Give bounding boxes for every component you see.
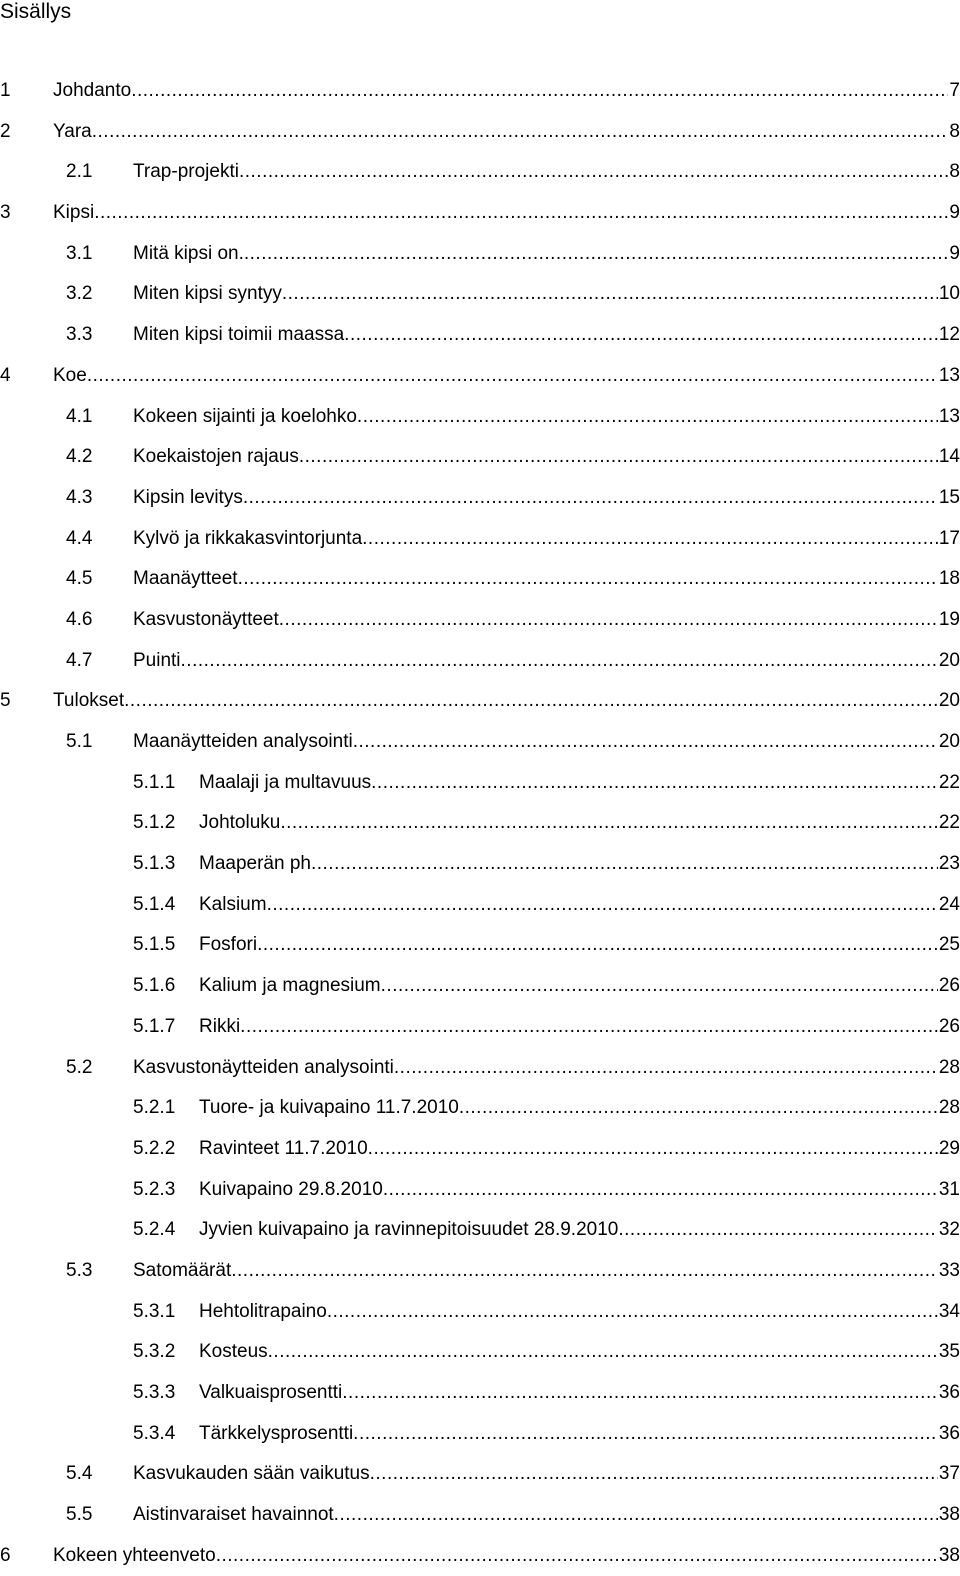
- toc-entry-number: 5.3.3: [133, 1382, 176, 1403]
- toc-entry-number: 2.1: [66, 161, 93, 183]
- toc-entry-number: 5.1.1: [133, 771, 176, 793]
- toc-entry-line: [133, 1495, 960, 1535]
- toc-entry-line: [133, 600, 960, 640]
- toc-entry-number: 5.1.6: [133, 975, 176, 997]
- toc-dot-leader: [280, 803, 938, 843]
- toc-entry[interactable]: [0, 397, 960, 438]
- toc-entry[interactable]: [0, 600, 960, 641]
- toc-entry-page: 7: [949, 80, 960, 101]
- toc-dot-leader: [257, 925, 938, 965]
- toc-entry-title: Kasvustonäytteiden analysointi: [133, 1056, 394, 1078]
- toc-dot-leader: [383, 1170, 938, 1210]
- toc-entry-line: [133, 152, 960, 192]
- toc-entry[interactable]: [0, 1129, 960, 1170]
- toc-entry-number: 5.3: [66, 1259, 93, 1281]
- toc-entry-page: 23: [938, 853, 960, 875]
- toc-entry-title: Kosteus: [199, 1341, 268, 1363]
- toc-entry[interactable]: [0, 966, 960, 1007]
- toc-entry-number: 5.2.3: [133, 1178, 176, 1200]
- toc-entry-number: 5.1.4: [133, 893, 176, 915]
- toc-entry-number: 5.3.2: [133, 1341, 176, 1363]
- toc-entry-title: Kalsium: [199, 893, 267, 915]
- toc-entry-title: Johtoluku: [199, 812, 281, 834]
- toc-entry-number: 6: [0, 1544, 11, 1566]
- toc-entry-page: 22: [938, 771, 960, 793]
- toc-entry-title: Kalium ja magnesium: [199, 975, 381, 997]
- toc-entry-page: 25: [938, 934, 960, 956]
- toc-entry-number: 5.2.2: [133, 1137, 176, 1159]
- toc-entry-number: 4.1: [66, 405, 93, 427]
- toc-entry-line: [199, 844, 960, 884]
- toc-entry-title: Kasvukauden sään vaikutus: [133, 1463, 370, 1485]
- toc-entry-number: 5.5: [66, 1504, 93, 1526]
- toc-dot-leader: [231, 1251, 938, 1291]
- toc-entry-page: 26: [938, 975, 960, 997]
- toc-dot-leader: [87, 356, 938, 396]
- toc-dot-leader: [131, 71, 948, 111]
- toc-entry-page: 28: [938, 1097, 960, 1119]
- toc-entry-title: Kylvö ja rikkakasvintorjunta: [133, 527, 363, 549]
- toc-entry-title: Kipsin levitys: [133, 486, 243, 508]
- toc-entry-line: [133, 478, 960, 518]
- toc-entry-number: 5.2: [66, 1056, 93, 1078]
- toc-dot-leader: [238, 559, 938, 599]
- toc-entry-title: Maanäytteiden analysointi: [133, 731, 353, 752]
- toc-entry[interactable]: [0, 1210, 960, 1251]
- toc-entry[interactable]: [0, 885, 960, 926]
- toc-entry[interactable]: [0, 478, 960, 519]
- toc-entry-number: 5.1.3: [133, 853, 176, 875]
- toc-entry[interactable]: [0, 1170, 960, 1211]
- toc-entry-title: Jyvien kuivapaino ja ravinnepitoisuudet 28.9.2010: [199, 1219, 619, 1241]
- toc-entry-title: Rikki: [199, 1015, 241, 1037]
- toc-entry-line: [133, 1251, 960, 1291]
- toc-entry-number: 4.3: [66, 486, 93, 508]
- toc-entry[interactable]: [0, 1373, 960, 1414]
- toc-dot-leader: [327, 1292, 938, 1332]
- toc-entry-title: Trap-projekti: [133, 161, 239, 183]
- toc-entry-line: [199, 763, 960, 803]
- toc-entry-page: 18: [938, 568, 960, 590]
- toc-entry[interactable]: [0, 1292, 960, 1333]
- toc-entry-page: 33: [938, 1259, 960, 1281]
- toc-entry-page: 28: [938, 1056, 960, 1078]
- toc-entry-line: [199, 1414, 960, 1454]
- toc-entry-page: 38: [938, 1544, 960, 1566]
- toc-entry-line: [133, 1048, 960, 1088]
- toc-entry-number: 5.2.4: [133, 1219, 176, 1241]
- toc-entry-page: 14: [938, 446, 960, 468]
- toc-entry-page: 20: [938, 731, 960, 752]
- toc-entry-line: [199, 966, 960, 1006]
- toc-dot-leader: [282, 274, 938, 314]
- toc-entry-title: Koe: [53, 364, 87, 386]
- toc-entry-title: Yara: [53, 120, 92, 142]
- toc-dot-leader: [299, 437, 938, 477]
- toc-entry-title: Miten kipsi toimii maassa: [133, 324, 345, 346]
- toc-dot-leader: [353, 1414, 938, 1454]
- toc-entry-title: Maalaji ja multavuus: [199, 771, 372, 793]
- toc-entry[interactable]: [0, 193, 960, 234]
- toc-entry-page: 13: [938, 364, 960, 386]
- toc-entry[interactable]: [0, 641, 960, 682]
- toc-entry-title: Johdanto: [53, 80, 132, 101]
- toc-entry-title: Kasvustonäytteet: [133, 608, 279, 630]
- toc-entry-page: 13: [938, 405, 960, 427]
- toc-entry-line: [199, 1170, 960, 1210]
- toc-entry-page: 19: [938, 608, 960, 630]
- toc-dot-leader: [334, 1495, 938, 1535]
- toc-entry[interactable]: [0, 274, 960, 315]
- toc-dot-leader: [92, 112, 949, 152]
- toc-entry[interactable]: [0, 315, 960, 356]
- toc-entry[interactable]: [0, 234, 960, 275]
- toc-entry[interactable]: [0, 1088, 960, 1129]
- toc-entry-line: [199, 885, 960, 925]
- toc-entry-title: Koekaistojen rajaus: [133, 446, 299, 468]
- toc-entry-title: Ravinteet 11.7.2010: [199, 1137, 368, 1159]
- toc-entry-title: Fosfori: [199, 934, 258, 956]
- toc-entry-line: [199, 1332, 960, 1372]
- toc-dot-leader: [394, 1048, 938, 1088]
- toc-entry-page: 9: [949, 242, 960, 264]
- toc-entry-number: 4.4: [66, 527, 93, 549]
- toc-entry[interactable]: [0, 1007, 960, 1048]
- toc-dot-leader: [240, 1007, 938, 1047]
- toc-entry[interactable]: [0, 112, 960, 153]
- toc-entry-title: Tulokset: [53, 690, 125, 712]
- toc-entry-line: [133, 234, 960, 274]
- toc-entry-page: 37: [938, 1463, 960, 1485]
- toc-entry-line: [199, 1129, 960, 1169]
- toc-entry[interactable]: [0, 722, 960, 763]
- toc-entry[interactable]: [0, 152, 960, 193]
- toc-entry-number: 5.1.2: [133, 812, 176, 834]
- toc-entry-line: [133, 397, 960, 437]
- toc-entry-title: Tuore- ja kuivapaino 11.7.2010: [199, 1097, 459, 1119]
- toc-entry-line: [133, 315, 960, 355]
- toc-entry-title: Puinti: [133, 649, 181, 671]
- toc-entry-line: [199, 925, 960, 965]
- toc-dot-leader: [368, 1129, 938, 1169]
- toc-entry-number: 2: [0, 120, 11, 142]
- toc-entry[interactable]: [0, 1048, 960, 1089]
- toc-entry-line: [133, 519, 960, 559]
- toc-dot-leader: [94, 193, 948, 233]
- toc-entry[interactable]: [0, 681, 960, 722]
- toc-dot-leader: [353, 722, 938, 762]
- toc-entry-number: 3.3: [66, 324, 93, 346]
- toc-entry-title: Kokeen sijainti ja koelohko: [133, 405, 357, 427]
- toc-entry-title: Satomäärät: [133, 1259, 232, 1281]
- toc-entry-page: 34: [938, 1300, 960, 1322]
- toc-entry-line: [53, 681, 960, 721]
- toc-dot-leader: [371, 763, 938, 803]
- toc-dot-leader: [124, 681, 938, 721]
- toc-entry-title: Aistinvaraiset havainnot: [133, 1504, 334, 1526]
- toc-dot-leader: [181, 641, 938, 681]
- toc-entry-number: 3.2: [66, 283, 93, 305]
- toc-entry-number: 4.6: [66, 608, 93, 630]
- toc-entry-number: 4.2: [66, 446, 93, 468]
- toc-entry[interactable]: [0, 1454, 960, 1495]
- toc-entry-page: 31: [938, 1178, 960, 1200]
- toc-entry-line: [199, 1292, 960, 1332]
- toc-entry-number: 4.7: [66, 649, 93, 671]
- toc-entry-title: Hehtolitrapaino: [199, 1300, 327, 1322]
- toc-entry-page: 24: [938, 893, 960, 915]
- toc-entry-page: 20: [938, 690, 960, 712]
- toc-entry-number: 5.3.1: [133, 1300, 176, 1322]
- toc-entry-line: [133, 641, 960, 681]
- toc-entry[interactable]: [0, 925, 960, 966]
- toc-entry-line: [133, 1454, 960, 1494]
- toc-entry[interactable]: [0, 71, 960, 112]
- toc-entry-page: 36: [938, 1422, 960, 1444]
- toc-title: Sisällys: [0, 0, 72, 23]
- toc-dot-leader: [267, 885, 938, 925]
- toc-entry[interactable]: [0, 559, 960, 600]
- toc-entry-line: [53, 193, 960, 233]
- table-of-contents: [0, 71, 960, 1576]
- toc-entry[interactable]: [0, 1495, 960, 1536]
- toc-entry-title: Miten kipsi syntyy: [133, 283, 282, 305]
- toc-entry-page: 8: [949, 161, 960, 183]
- toc-entry-page: 17: [938, 527, 960, 549]
- toc-entry-page: 32: [938, 1219, 960, 1241]
- toc-entry-title: Kokeen yhteenveto: [53, 1544, 216, 1566]
- toc-entry[interactable]: [0, 844, 960, 885]
- toc-entry-line: [199, 1007, 960, 1047]
- toc-dot-leader: [268, 1332, 938, 1372]
- toc-entry-page: 29: [938, 1137, 960, 1159]
- toc-entry-number: 3: [0, 202, 11, 224]
- toc-entry-title: Maanäytteet: [133, 568, 238, 590]
- toc-entry-title: Tärkkelysprosentti: [199, 1422, 354, 1444]
- toc-entry-page: 38: [938, 1504, 960, 1526]
- toc-entry-number: 3.1: [66, 242, 93, 264]
- toc-dot-leader: [344, 315, 938, 355]
- toc-entry-line: [53, 112, 960, 152]
- toc-dot-leader: [618, 1210, 938, 1250]
- toc-entry-title: Valkuaisprosentti: [199, 1382, 343, 1403]
- toc-entry-number: 1: [0, 80, 11, 101]
- toc-entry-line: [199, 1088, 960, 1128]
- toc-entry-title: Kuivapaino 29.8.2010: [199, 1178, 383, 1200]
- toc-dot-leader: [279, 600, 938, 640]
- toc-entry-number: 5.1.5: [133, 934, 176, 956]
- toc-dot-leader: [342, 1373, 938, 1413]
- toc-entry-page: 35: [938, 1341, 960, 1363]
- toc-dot-leader: [381, 966, 938, 1006]
- toc-entry-line: [199, 1373, 960, 1413]
- toc-entry[interactable]: [0, 1251, 960, 1292]
- toc-entry-number: 5.1: [66, 731, 93, 752]
- toc-entry-line: [199, 803, 960, 843]
- toc-entry[interactable]: [0, 1332, 960, 1373]
- toc-dot-leader: [239, 152, 948, 192]
- toc-entry-page: 20: [938, 649, 960, 671]
- toc-entry-page: 26: [938, 1015, 960, 1037]
- toc-entry-number: 5.1.7: [133, 1015, 176, 1037]
- toc-entry-title: Kipsi: [53, 202, 95, 224]
- toc-entry[interactable]: [0, 1414, 960, 1455]
- toc-dot-leader: [357, 397, 938, 437]
- toc-entry-line: [199, 1210, 960, 1250]
- toc-dot-leader: [370, 1454, 938, 1494]
- toc-dot-leader: [244, 234, 949, 274]
- toc-dot-leader: [243, 478, 938, 518]
- toc-entry-number: 5: [0, 690, 11, 712]
- toc-entry-line: [53, 356, 960, 396]
- toc-entry-number: 5.2.1: [133, 1097, 176, 1119]
- toc-entry-page: 36: [938, 1382, 960, 1403]
- toc-entry-number: 5.3.4: [133, 1422, 176, 1444]
- toc-entry-page: 15: [938, 486, 960, 508]
- toc-entry-page: 9: [949, 202, 960, 224]
- toc-entry[interactable]: [0, 437, 960, 478]
- toc-dot-leader: [362, 519, 938, 559]
- toc-entry-title: Mitä kipsi on.: [133, 242, 244, 264]
- toc-entry[interactable]: [0, 519, 960, 560]
- toc-entry-page: 12: [938, 324, 960, 346]
- toc-entry-line: [133, 559, 960, 599]
- toc-dot-leader: [459, 1088, 938, 1128]
- toc-entry-line: [53, 71, 960, 111]
- toc-entry[interactable]: [0, 763, 960, 804]
- toc-entry-page: 8: [949, 120, 960, 142]
- toc-dot-leader: [311, 844, 938, 884]
- toc-entry-line: [133, 274, 960, 314]
- toc-entry-number: 5.4: [66, 1463, 93, 1485]
- toc-entry[interactable]: [0, 356, 960, 397]
- toc-entry-line: [133, 437, 960, 477]
- toc-entry-page: 10: [938, 283, 960, 305]
- toc-entry-line: [133, 722, 960, 762]
- toc-entry-number: 4: [0, 364, 11, 386]
- toc-entry-page: 22: [938, 812, 960, 834]
- toc-entry-title: Maaperän ph: [199, 853, 311, 875]
- toc-entry[interactable]: [0, 803, 960, 844]
- toc-entry-number: 4.5: [66, 568, 93, 590]
